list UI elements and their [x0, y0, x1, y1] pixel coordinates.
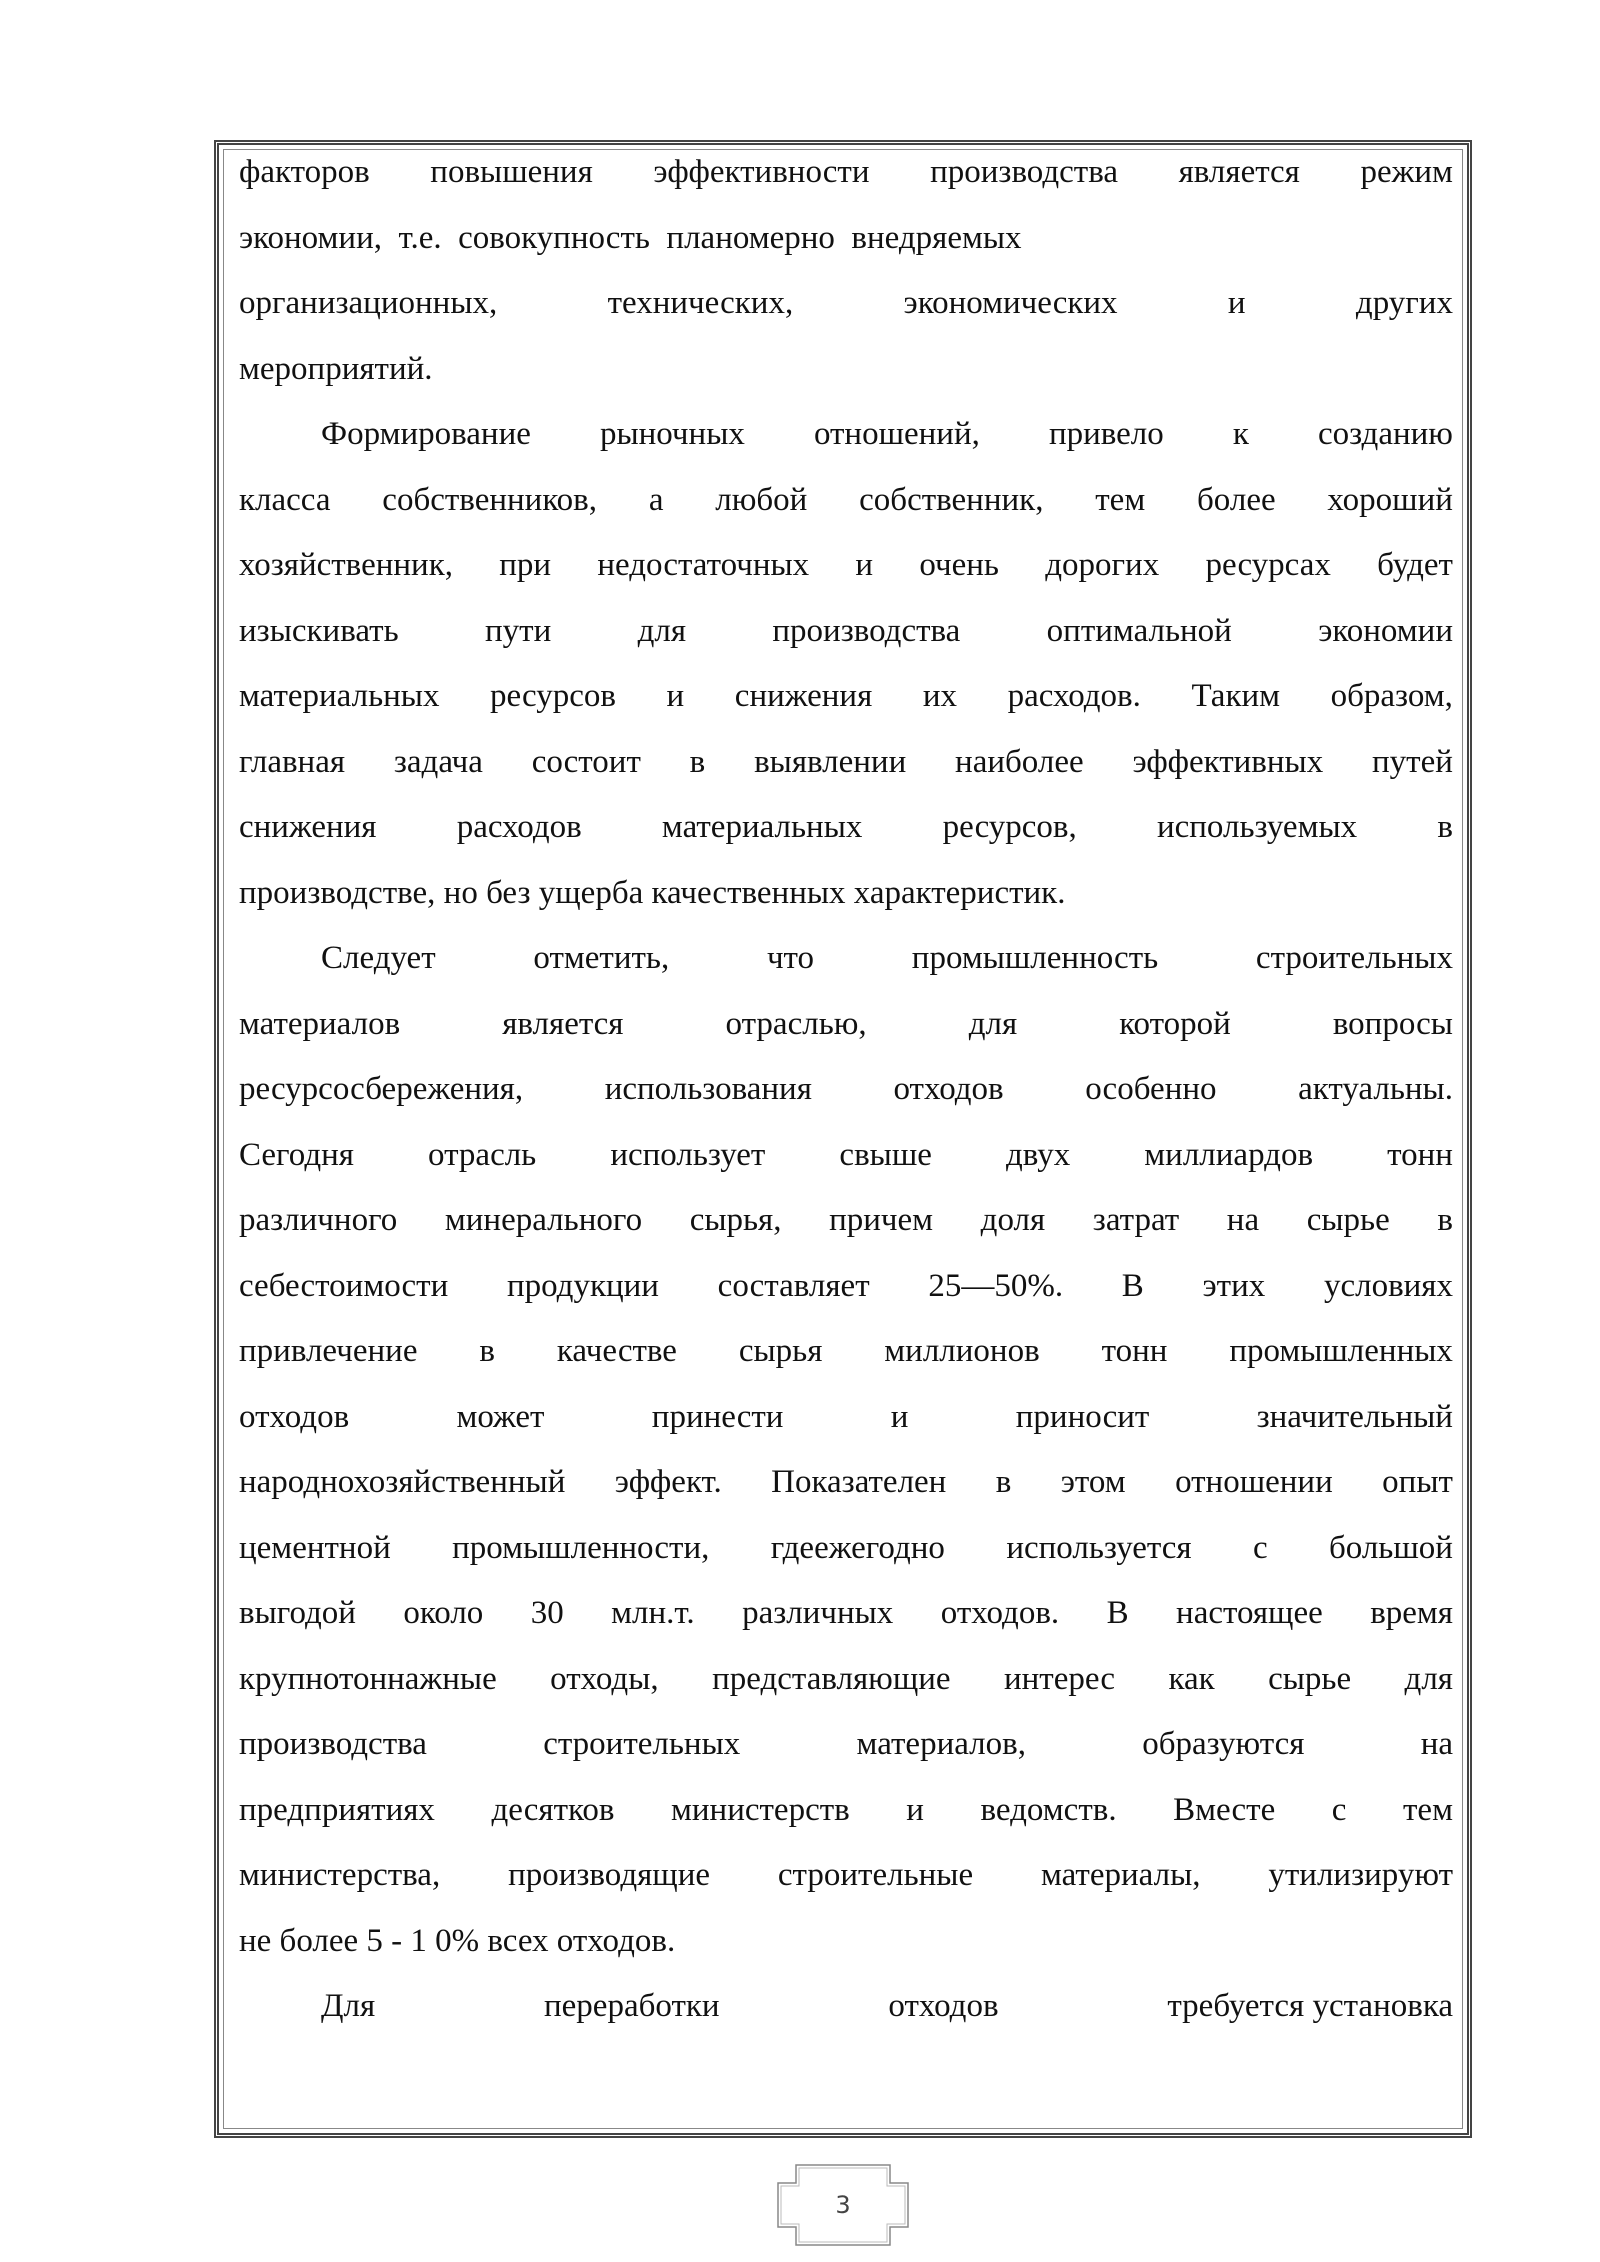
- word: производства: [930, 154, 1119, 190]
- word: двух: [1005, 1136, 1071, 1173]
- word: других: [1355, 285, 1453, 321]
- word: хозяйственник,: [239, 547, 453, 583]
- word: миллиардов: [1144, 1136, 1314, 1173]
- word: класса: [239, 481, 331, 518]
- text-line: [239, 664, 1453, 730]
- text-line: [239, 1581, 1453, 1647]
- word: различных: [742, 1595, 894, 1631]
- word: для: [968, 1005, 1018, 1042]
- word: является: [502, 1005, 624, 1042]
- word: строительных: [1255, 940, 1453, 976]
- word: с: [1331, 1791, 1347, 1828]
- word: экономии: [1318, 612, 1453, 649]
- word: производящие: [508, 1857, 711, 1893]
- word: отраслью,: [725, 1005, 867, 1042]
- word: в: [1437, 1202, 1453, 1238]
- text-line: [239, 402, 1453, 468]
- word: сырье: [1306, 1202, 1390, 1238]
- word: себестоимости: [239, 1267, 449, 1304]
- word: доля: [980, 1202, 1046, 1238]
- word: В: [1121, 1267, 1144, 1304]
- word: десятков: [491, 1791, 615, 1828]
- word: мероприятий.: [239, 350, 433, 387]
- word: переработки: [543, 1988, 720, 2024]
- word: представляющие: [712, 1660, 951, 1697]
- word: привело: [1048, 416, 1164, 452]
- word: производстве, но без ущерба качественных характеристик.: [239, 874, 1066, 911]
- word: условиях: [1323, 1267, 1453, 1304]
- word: Таким: [1191, 678, 1281, 714]
- word: расходов.: [1007, 678, 1141, 714]
- word: используется: [1006, 1529, 1192, 1566]
- word: организационных,: [239, 285, 498, 321]
- word: Вместе: [1173, 1791, 1276, 1828]
- text-line: [239, 1647, 1453, 1713]
- word: ресурсов,: [942, 809, 1077, 845]
- word: материальных: [239, 678, 440, 714]
- word: выгодой: [239, 1595, 356, 1631]
- word: принести: [651, 1398, 784, 1435]
- word: млн.т.: [611, 1595, 695, 1631]
- word: свыше: [839, 1136, 932, 1173]
- text-line: [239, 1909, 1453, 1975]
- word: повышения: [430, 154, 593, 190]
- word: дорогих: [1045, 547, 1160, 583]
- word: ресурсах: [1205, 547, 1331, 583]
- word: снижения: [734, 678, 873, 714]
- word: минерального: [444, 1202, 643, 1238]
- word: вопросы: [1332, 1005, 1453, 1042]
- word: ведомств.: [980, 1791, 1117, 1828]
- word: может: [456, 1398, 545, 1435]
- word: продукции: [506, 1267, 659, 1304]
- word: Следует: [321, 940, 436, 976]
- word: актуальны.: [1298, 1071, 1453, 1107]
- word: а: [648, 481, 664, 518]
- word: и: [890, 1398, 909, 1435]
- word: которой: [1119, 1005, 1231, 1042]
- word: в: [479, 1333, 495, 1369]
- text-line: [239, 1254, 1453, 1320]
- word: и: [906, 1791, 924, 1828]
- word: 25—50%.: [928, 1267, 1064, 1304]
- word: интерес: [1003, 1660, 1115, 1697]
- word: причем: [829, 1202, 934, 1238]
- text-line: [239, 1319, 1453, 1385]
- word: недостаточных: [597, 547, 810, 583]
- word: технических,: [607, 285, 794, 321]
- word: образом,: [1330, 678, 1453, 714]
- word: отходов: [893, 1071, 1004, 1107]
- word: цементной: [239, 1529, 391, 1566]
- word: тонн: [1387, 1136, 1453, 1173]
- word: материалов: [239, 1005, 401, 1042]
- text-line: [239, 861, 1453, 927]
- word: и: [855, 547, 874, 583]
- word: промышленность: [911, 940, 1159, 976]
- word: привлечение: [239, 1333, 418, 1369]
- word: их: [922, 678, 958, 714]
- word: материалов,: [856, 1726, 1026, 1762]
- word: тем: [1095, 481, 1146, 518]
- word: министерства,: [239, 1857, 441, 1893]
- word: отходов.: [940, 1595, 1060, 1631]
- text-line: [239, 992, 1453, 1058]
- text-line: [239, 206, 1453, 272]
- word: хороший: [1327, 481, 1453, 518]
- word: использует: [610, 1136, 766, 1173]
- word: расходов: [456, 809, 582, 845]
- word: составляет: [717, 1267, 870, 1304]
- word: предприятиях: [239, 1791, 435, 1828]
- text-line: [239, 1385, 1453, 1451]
- word: этих: [1202, 1267, 1266, 1304]
- word: этом: [1060, 1464, 1126, 1500]
- word: путей: [1372, 743, 1453, 780]
- text-line: [239, 271, 1453, 337]
- word: состоит: [531, 743, 641, 780]
- word: использования: [604, 1071, 812, 1107]
- word: собственников,: [382, 481, 598, 518]
- word: при: [499, 547, 552, 583]
- word: значительный: [1256, 1398, 1453, 1435]
- word: отношений,: [813, 416, 980, 452]
- text-line: [239, 1974, 1453, 2040]
- word: требуется установка: [1167, 1988, 1453, 2024]
- word: различного: [239, 1202, 398, 1238]
- page-number-box: [776, 2163, 910, 2247]
- word: ресурсов: [490, 678, 616, 714]
- word: промышленности,: [452, 1529, 710, 1566]
- word: с: [1252, 1529, 1268, 1566]
- word: материалы,: [1040, 1857, 1201, 1893]
- word: что: [766, 940, 815, 976]
- text-line: [239, 1057, 1453, 1123]
- word: производства: [772, 612, 961, 649]
- word: оптимальной: [1046, 612, 1232, 649]
- word: выявлении: [754, 743, 907, 780]
- word: строительных: [543, 1726, 741, 1762]
- word: ресурсосбережения,: [239, 1071, 524, 1107]
- word: отходы,: [550, 1660, 659, 1697]
- word: и: [666, 678, 685, 714]
- word: строительные: [777, 1857, 974, 1893]
- word: качестве: [556, 1333, 677, 1369]
- word: используемых: [1156, 809, 1358, 845]
- word: не более 5 - 1 0% всех отходов.: [239, 1922, 676, 1959]
- body-text: [239, 140, 1453, 2040]
- word: в: [689, 743, 706, 780]
- word: приносит: [1015, 1398, 1150, 1435]
- word: время: [1370, 1595, 1453, 1631]
- word: будет: [1377, 547, 1453, 583]
- word: наиболее: [955, 743, 1084, 780]
- word: отходов: [239, 1398, 350, 1435]
- page-number: 3: [835, 2191, 851, 2219]
- word: для: [1404, 1660, 1453, 1697]
- word: В: [1106, 1595, 1129, 1631]
- word: настоящее: [1176, 1595, 1323, 1631]
- word: производства: [239, 1726, 427, 1762]
- word: экономических: [903, 285, 1118, 321]
- word: сырье: [1268, 1660, 1352, 1697]
- word: опыт: [1382, 1464, 1453, 1500]
- word: промышленных: [1229, 1333, 1453, 1369]
- word: для: [637, 612, 687, 649]
- word: в: [995, 1464, 1012, 1500]
- word: режим: [1360, 154, 1453, 190]
- word: большой: [1328, 1529, 1453, 1566]
- word: созданию: [1317, 416, 1453, 452]
- word: Для: [321, 1988, 376, 2024]
- word: на: [1420, 1726, 1453, 1762]
- word: рыночных: [599, 416, 745, 452]
- word: Показателен: [771, 1464, 947, 1500]
- text-line: [239, 533, 1453, 599]
- word: сырья: [738, 1333, 823, 1369]
- text-line: [239, 1188, 1453, 1254]
- word: в: [1437, 809, 1453, 845]
- word: эффективности: [653, 154, 870, 190]
- word: пути: [484, 612, 552, 649]
- word: задача: [393, 743, 483, 780]
- word: на: [1226, 1202, 1260, 1238]
- word: крупнотоннажные: [239, 1660, 497, 1697]
- text-line: [239, 1123, 1453, 1189]
- word: тонн: [1101, 1333, 1168, 1369]
- word: отрасль: [428, 1136, 537, 1173]
- word: более: [1197, 481, 1276, 518]
- word: как: [1168, 1660, 1215, 1697]
- word: Формирование: [321, 416, 531, 452]
- word: образуются: [1142, 1726, 1305, 1762]
- word: изыскивать: [239, 612, 399, 649]
- word: экономии, т.е. совокупность планомерно внедряемых: [239, 219, 1022, 256]
- text-line: [239, 730, 1453, 796]
- text-line: [239, 926, 1453, 992]
- word: министерств: [671, 1791, 850, 1828]
- word: эффективных: [1132, 743, 1324, 780]
- word: является: [1178, 154, 1300, 190]
- word: около: [403, 1595, 484, 1631]
- word: отношении: [1175, 1464, 1333, 1500]
- word: отметить,: [533, 940, 670, 976]
- word: сырья,: [689, 1202, 782, 1238]
- word: и: [1227, 285, 1246, 321]
- word: собственник,: [859, 481, 1044, 518]
- word: главная: [239, 743, 346, 780]
- text-line: [239, 337, 1453, 403]
- word: тем: [1403, 1791, 1453, 1828]
- text-line: [239, 599, 1453, 665]
- text-line: [239, 1778, 1453, 1844]
- text-line: [239, 795, 1453, 861]
- word: миллионов: [884, 1333, 1040, 1369]
- word: к: [1232, 416, 1249, 452]
- word: 30: [530, 1595, 564, 1631]
- word: снижения: [239, 809, 377, 845]
- word: очень: [919, 547, 999, 583]
- word: особенно: [1085, 1071, 1217, 1107]
- text-line: [239, 1450, 1453, 1516]
- text-line: [239, 1712, 1453, 1778]
- word: утилизируют: [1268, 1857, 1453, 1893]
- word: народнохозяйственный: [239, 1464, 566, 1500]
- word: материальных: [661, 809, 863, 845]
- word: гдеежегодно: [770, 1529, 945, 1566]
- word: эффект.: [614, 1464, 722, 1500]
- word: Сегодня: [239, 1136, 354, 1173]
- text-line: [239, 468, 1453, 534]
- text-line: [239, 140, 1453, 206]
- word: отходов: [888, 1988, 999, 2024]
- word: факторов: [239, 154, 370, 190]
- word: затрат: [1092, 1202, 1180, 1238]
- text-line: [239, 1843, 1453, 1909]
- text-line: [239, 1516, 1453, 1582]
- word: любой: [715, 481, 808, 518]
